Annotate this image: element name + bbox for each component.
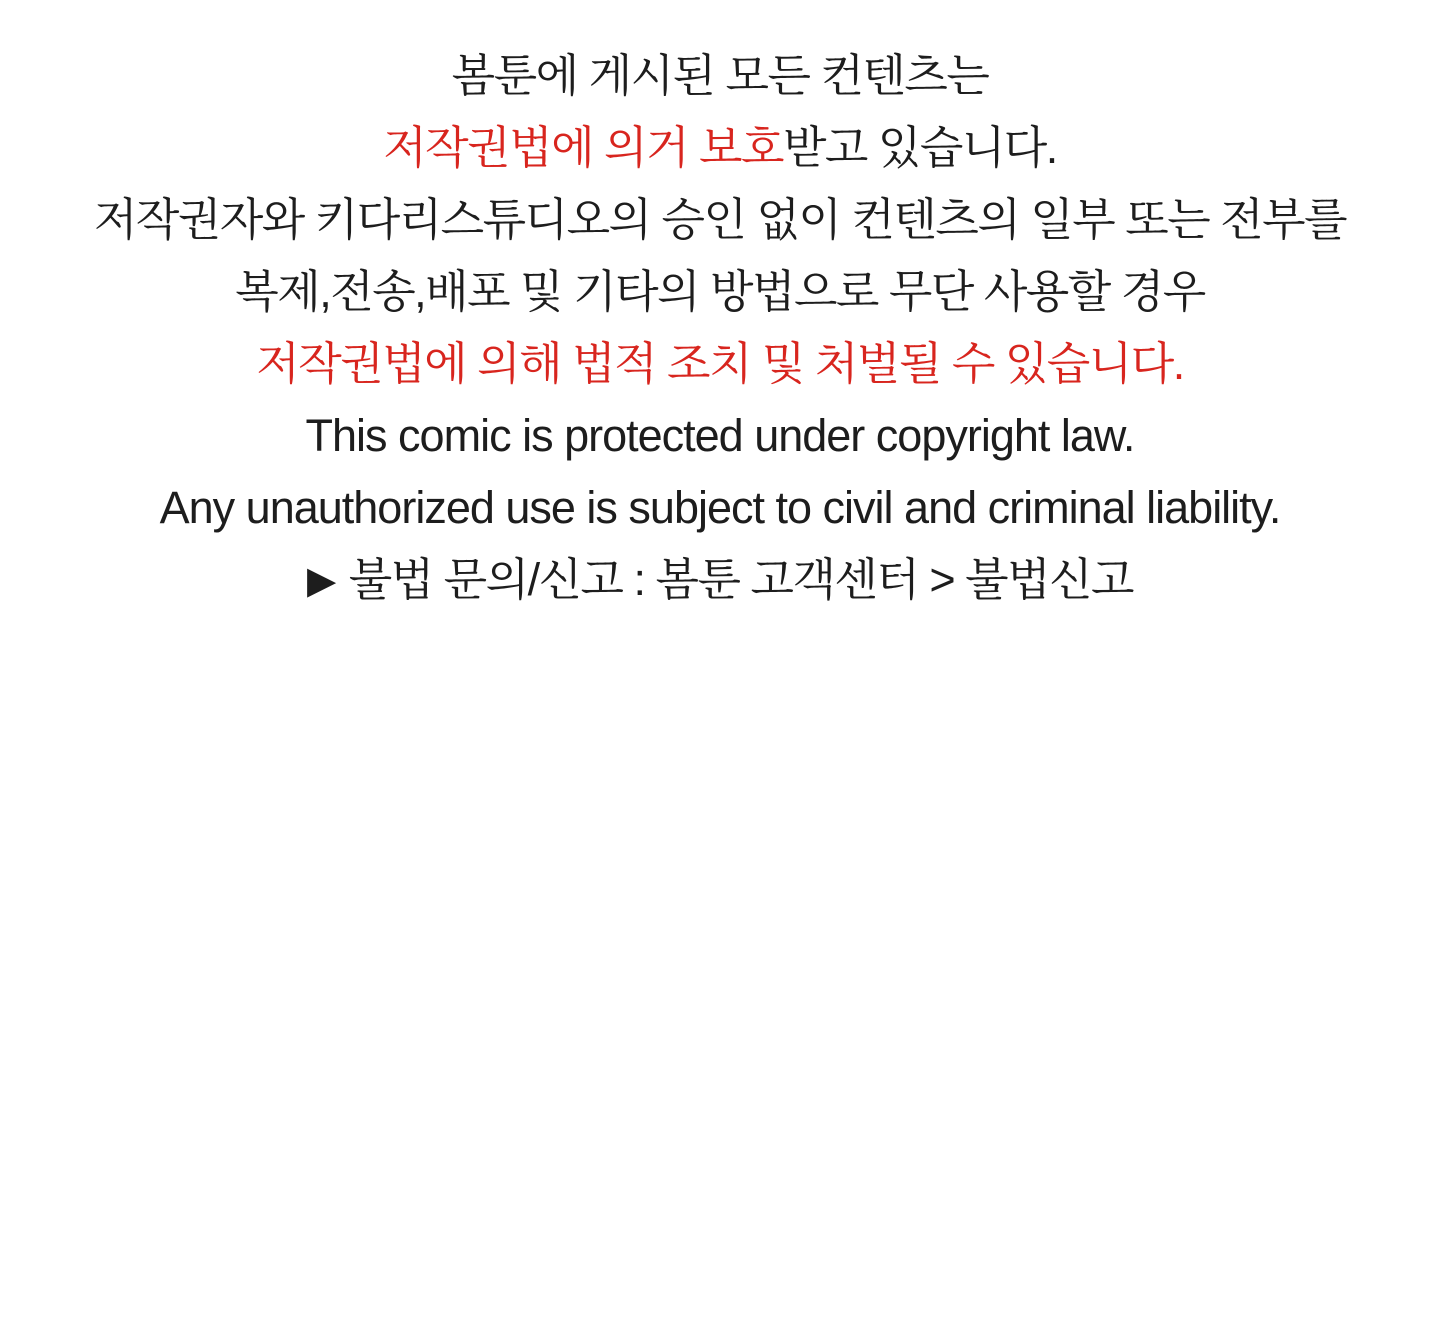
notice-korean-intro (0, 40, 1440, 184)
notice-line-protected-red: 저작권법에 의거 보호 (383, 122, 783, 173)
notice-line-all-contents: 봄툰에 게시된 모든 컨텐츠는 (451, 50, 989, 101)
triangle-bullet-icon: ▶ (306, 560, 335, 602)
report-instruction (0, 544, 1440, 619)
warning-line-penalty-red: 저작권법에 의해 법적 조치 및 처벌될 수 있습니다. (256, 338, 1184, 389)
notice-line-protected-black: 받고 있습니다. (782, 122, 1057, 173)
notice-english (0, 400, 1440, 544)
notice-korean-warning (0, 184, 1440, 400)
report-instruction-text: 불법 문의/신고 : 봄툰 고객센터 > 불법신고 (348, 554, 1134, 605)
warning-line-unauthorized: 저작권자와 키다리스튜디오의 승인 없이 컨텐츠의 일부 또는 전부를 (93, 194, 1347, 245)
english-line-liability: Any unauthorized use is subject to civil and criminal liability. (159, 482, 1281, 533)
warning-line-methods: 복제,전송,배포 및 기타의 방법으로 무단 사용할 경우 (235, 266, 1205, 317)
english-line-protected: This comic is protected under copyright law. (305, 410, 1135, 461)
